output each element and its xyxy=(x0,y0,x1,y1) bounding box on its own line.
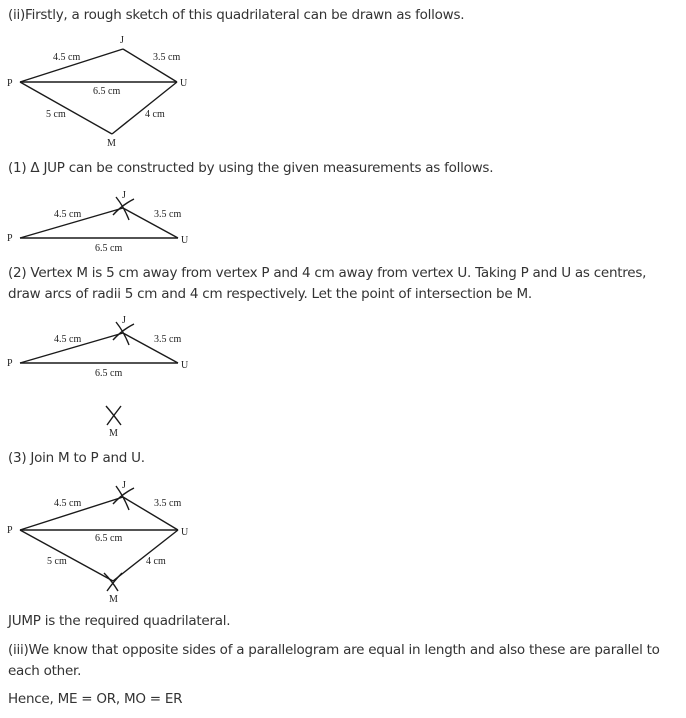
vertex-label-j: J xyxy=(120,35,124,46)
conclusion-paragraph: JUMP is the required quadrilateral. xyxy=(8,613,231,629)
vertex-label-j: J xyxy=(122,315,126,326)
triangle-jup-diagram xyxy=(0,185,200,255)
length-label-um: 4 cm xyxy=(146,556,166,567)
vertex-label-u: U xyxy=(181,360,189,371)
vertex-label-p: P xyxy=(7,78,13,89)
vertex-label-m: M xyxy=(107,138,116,149)
vertex-label-p: P xyxy=(7,525,13,536)
length-label-pj: 4.5 cm xyxy=(54,334,82,345)
length-label-pm: 5 cm xyxy=(47,556,67,567)
length-label-pj: 4.5 cm xyxy=(53,52,81,63)
vertex-label-m: M xyxy=(109,594,118,605)
length-label-pu: 6.5 cm xyxy=(95,368,123,379)
length-label-pu: 6.5 cm xyxy=(95,243,123,254)
vertex-label-m: M xyxy=(109,428,118,439)
vertex-label-j: J xyxy=(122,480,126,491)
hence-paragraph: Hence, ME = OR, MO = ER xyxy=(8,691,183,707)
length-label-pu: 6.5 cm xyxy=(95,533,123,544)
length-label-ju: 3.5 cm xyxy=(154,498,182,509)
intro-paragraph: (ii)Firstly, a rough sketch of this quadrilateral can be drawn as follows. xyxy=(8,7,465,23)
step3-paragraph: (3) Join M to P and U. xyxy=(8,450,145,466)
vertex-label-u: U xyxy=(180,78,188,89)
length-label-um: 4 cm xyxy=(145,109,165,120)
vertex-label-p: P xyxy=(7,358,13,369)
length-label-pj: 4.5 cm xyxy=(54,209,82,220)
vertex-label-p: P xyxy=(7,233,13,244)
rough-sketch-diagram xyxy=(0,30,200,152)
arcs-intersection-diagram xyxy=(0,310,200,440)
step2-paragraph: (2) Vertex M is 5 cm away from vertex P and 4 cm away from vertex U. Taking P and U as centres, draw arcs of radii 5 cm and 4 cm respectively. Let the point of intersection be M. xyxy=(8,265,647,302)
part3-paragraph: (iii)We know that opposite sides of a parallelogram are equal in length and also these are parallel to each other. xyxy=(8,642,660,679)
length-label-ju: 3.5 cm xyxy=(154,334,182,345)
length-label-ju: 3.5 cm xyxy=(153,52,181,63)
step1-paragraph: (1) Δ JUP can be constructed by using the given measurements as follows. xyxy=(8,160,494,176)
length-label-pj: 4.5 cm xyxy=(54,498,82,509)
vertex-label-j: J xyxy=(122,190,126,201)
vertex-label-u: U xyxy=(181,527,189,538)
vertex-label-u: U xyxy=(181,235,189,246)
length-label-ju: 3.5 cm xyxy=(154,209,182,220)
quadrilateral-jump-diagram xyxy=(0,473,200,608)
length-label-pu: 6.5 cm xyxy=(93,86,121,97)
length-label-pm: 5 cm xyxy=(46,109,66,120)
